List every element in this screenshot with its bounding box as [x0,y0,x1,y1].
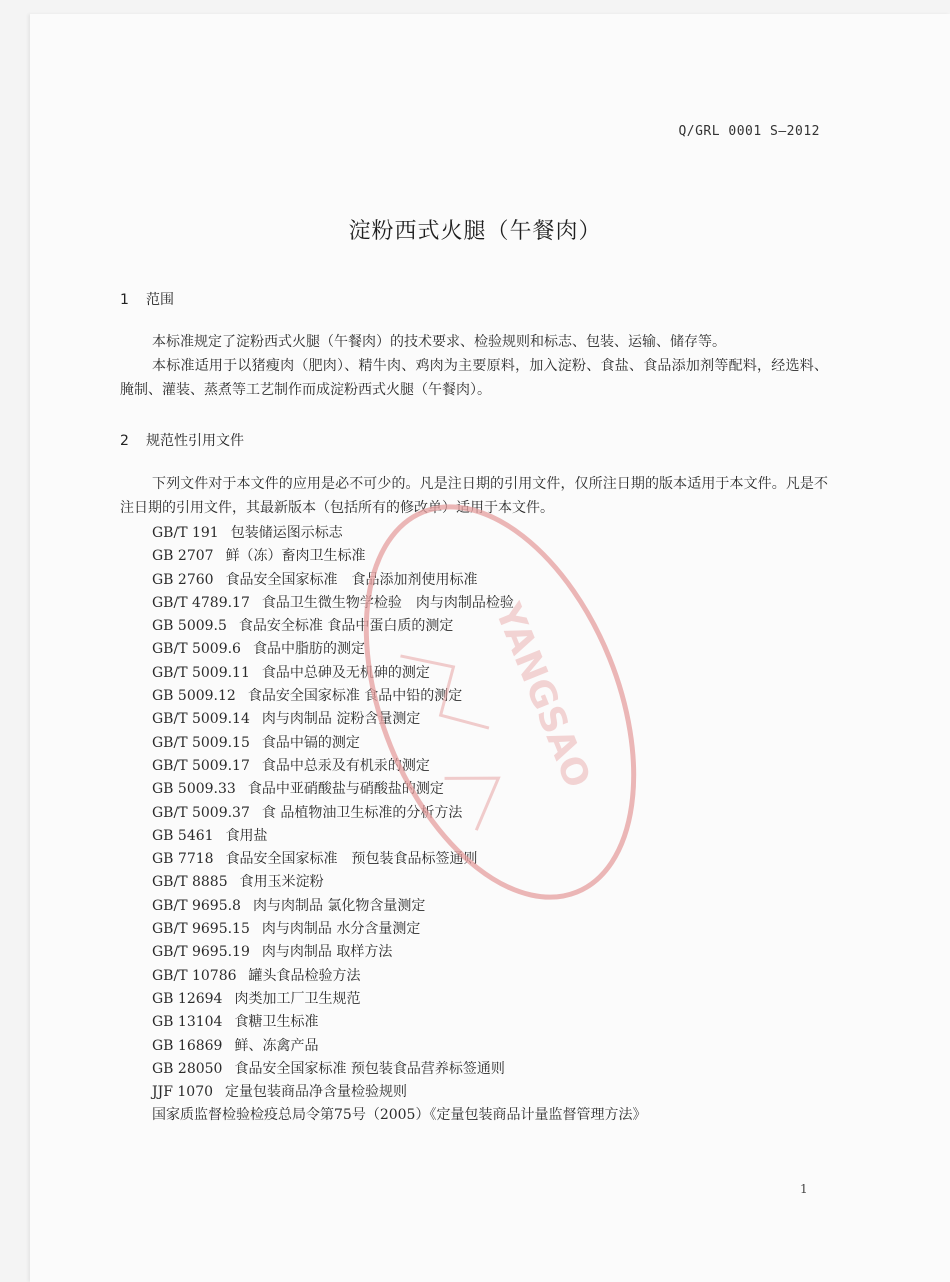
reference-code: GB/T 9695.15 [152,921,250,938]
reference-item [152,1104,646,1127]
reference-code: GB/T 5009.14 [152,711,250,728]
reference-item [152,522,646,545]
reference-title: 食品卫生微生物学检验 肉与肉制品检验 [261,594,514,611]
reference-code: GB/T 8885 [152,874,228,891]
scope-paragraph: 本标准规定了淀粉西式火腿（午餐肉）的技术要求、检验规则和标志、包装、运输、储存等。 [152,334,726,350]
seal-lettering: YANGSAO [486,597,598,794]
page-number: 1 [800,1182,808,1196]
reference-code: GB/T 5009.6 [152,641,241,658]
reference-code: GB 13104 [152,1014,223,1031]
reference-item [152,685,646,708]
reference-title: 食品安全国家标准 食品中铅的测定 [247,688,463,705]
reference-item [152,778,646,801]
reference-title: 肉与肉制品 取样方法 [261,944,393,961]
reference-item [152,802,646,825]
reference-code: GB/T 5009.11 [152,664,250,681]
reference-title: 肉与肉制品 淀粉含量测定 [261,711,421,728]
reference-item [152,592,646,615]
reference-title: 肉类加工厂卫生规范 [234,990,361,1007]
reference-title: 食品安全国家标准 食品添加剂使用标准 [225,571,478,588]
reference-title: 食品安全国家标准 预包装食品标签通则 [225,851,478,868]
reference-item [152,1035,646,1058]
reference-code: GB/T 9695.19 [152,944,250,961]
reference-item [152,545,646,568]
reference-title: 食品中脂肪的测定 [252,641,365,658]
section-title: 范围 [146,292,174,308]
reference-code: GB 28050 [152,1060,223,1077]
reference-item [152,708,646,731]
reference-item [152,918,646,941]
reference-item [152,965,646,988]
reference-item [152,895,646,918]
reference-code: GB 2760 [152,571,214,588]
reference-code: GB/T 5009.17 [152,757,250,774]
reference-title: 食品安全标准 食品中蛋白质的测定 [238,618,454,635]
section-2-heading [120,430,244,450]
reference-title: 罐头食品检验方法 [248,967,361,984]
reference-title: 食品中亚硝酸盐与硝酸盐的测定 [247,781,444,798]
reference-item [152,1058,646,1081]
reference-title: 食 品植物油卫生标准的分析方法 [261,804,463,821]
section-number: 1 [120,292,129,308]
section-number: 2 [120,433,129,449]
reference-title: 食品中总砷及无机砷的测定 [261,664,430,681]
reference-code: GB 7718 [152,851,214,868]
reference-title: 食品中镉的测定 [261,734,360,751]
reference-title: 鲜、冻禽产品 [234,1037,319,1054]
reference-code: GB 12694 [152,990,223,1007]
reference-item [152,1081,646,1104]
reference-item [152,755,646,778]
reference-item [152,615,646,638]
reference-title: 肉与肉制品 氯化物含量测定 [252,897,426,914]
reference-title: 食糖卫生标准 [234,1014,319,1031]
reference-item [152,941,646,964]
document-title: 淀粉西式火腿（午餐肉） [348,219,602,244]
reference-item [152,825,646,848]
references-intro: 下列文件对于本文件的应用是必不可少的。凡是注日期的引用文件，仅所注日期的版本适用于本文件。凡是不注日期的引用文件，其最新版本（包括所有的修改单）适用于本文件。 [120,476,828,516]
reference-code: GB 5009.5 [152,618,227,635]
reference-code: GB 5461 [152,827,214,844]
reference-title: 食品安全国家标准 预包装食品营养标签通则 [234,1060,505,1077]
reference-list [152,522,646,1128]
reference-code: GB/T 191 [152,525,219,541]
reference-code: GB 5009.33 [152,781,236,798]
reference-item [152,732,646,755]
reference-item [152,988,646,1011]
reference-title: 定量包装商品净含量检验规则 [225,1084,408,1101]
reference-item [152,871,646,894]
reference-code: GB 16869 [152,1037,223,1054]
reference-title: 食用盐 [225,827,268,844]
reference-code: JJF 1070 [152,1084,214,1101]
standard-code: Q/GRL 0001 S—2012 [678,124,820,139]
reference-code: GB/T 5009.37 [152,804,250,821]
reference-code: GB/T 10786 [152,967,237,984]
reference-code: GB/T 5009.15 [152,734,250,751]
reference-title: 食用玉米淀粉 [239,874,324,891]
reference-item [152,1011,646,1034]
reference-code: GB/T 9695.8 [152,897,241,914]
reference-title: 国家质监督检验检疫总局令第75号（2005）《定量包装商品计量监督管理方法》 [152,1107,647,1124]
section-title: 规范性引用文件 [146,433,244,449]
reference-code: GB 2707 [152,548,214,565]
reference-item [152,662,646,685]
reference-title: 食品中总汞及有机汞的测定 [261,757,430,774]
reference-item [152,848,646,871]
reference-item [152,569,646,592]
reference-item [152,638,646,661]
scope-paragraph: 本标准适用于以猪瘦肉（肥肉）、精牛肉、鸡肉为主要原料，加入淀粉、食盐、食品添加剂等配料，经选料、腌制、灌装、蒸煮等工艺制作而成淀粉西式火腿（午餐肉）。 [120,358,828,398]
reference-title: 肉与肉制品 水分含量测定 [261,921,421,938]
reference-title: 鲜（冻）畜肉卫生标准 [225,548,366,565]
reference-title: 包装储运图示标志 [230,525,343,541]
section-1-heading [120,289,174,309]
reference-code: GB/T 4789.17 [152,594,250,611]
reference-code: GB 5009.12 [152,688,236,705]
